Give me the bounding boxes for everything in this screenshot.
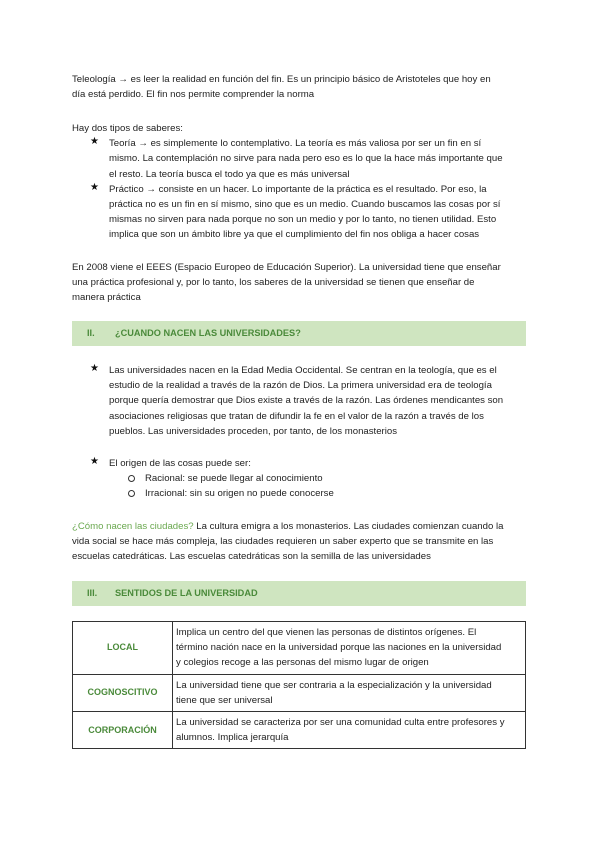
text-line: manera práctica xyxy=(72,292,141,304)
circle-bullet-icon xyxy=(128,490,135,497)
text-line: Implica un centro del que vienen las personas de distintos orígenes. El xyxy=(176,627,477,638)
text-line: porque quería demostrar que Dios existe a través de la razón. Las órdenes mendicantes son xyxy=(109,395,504,407)
bullet-practico xyxy=(72,182,530,243)
text-line: término nación nace en la universidad porque las naciones en la universidad xyxy=(176,642,502,654)
text-line: práctica no es un fin en sí mismo, sino que es un medio. Cuando buscamos las cosas por sí xyxy=(109,199,501,211)
text-line: pueblos. Las universidades proceden, por tanto, de los monasterios xyxy=(109,425,397,437)
text-line: implica que son un ámbito libre ya que el cumplimiento del fin nos obliga a hacer cosas xyxy=(109,229,480,241)
star-bullet-icon: ★ xyxy=(90,136,99,148)
text-line: asociaciones religiosas que tratan de difundir la fe en el valor de la razón a través de los xyxy=(109,410,484,422)
section-title: SENTIDOS DE LA UNIVERSIDAD xyxy=(115,588,258,598)
text-line: Práctico → consiste en un hacer. Lo importante de la práctica es el resultado. Por eso, la xyxy=(109,183,487,195)
table-row xyxy=(73,674,526,711)
section-title: ¿CUANDO NACEN LAS UNIVERSIDADES? xyxy=(115,328,301,338)
table-row xyxy=(73,622,526,675)
sub-item-irracional xyxy=(72,486,530,501)
section-header-sentidos xyxy=(72,581,526,606)
text-line: y colegios recoge a las personas del mismo lugar de origen xyxy=(176,657,429,669)
saberes-section xyxy=(72,121,530,243)
text-line: estudio de la realidad a través de la razón de Dios. La primera universidad era de teología xyxy=(109,380,492,392)
section-header-universidades xyxy=(72,321,526,346)
row-value xyxy=(173,622,526,675)
text-line: La universidad tiene que ser contraria a la especialización y la universidad xyxy=(176,679,492,691)
text-line: Las universidades nacen en la Edad Media Occidental. Se centran en la teología, que es el xyxy=(109,365,497,376)
origen-heading: El origen de las cosas puede ser: xyxy=(109,458,251,469)
saberes-heading: Hay dos tipos de saberes: xyxy=(72,123,183,134)
bullet-origen xyxy=(72,456,530,471)
text-line: tiene que ser universal xyxy=(176,694,273,706)
eees-paragraph xyxy=(72,260,530,306)
text-line: alumnos. Implica jerarquía xyxy=(176,732,289,744)
row-key: COGNOSCITIVO xyxy=(73,674,173,711)
section-number: II. xyxy=(87,328,95,338)
text-line: En 2008 viene el EEES (Espacio Europeo de Educación Superior). La universidad tiene que enseñar xyxy=(72,262,501,273)
ciudades-question: ¿Cómo nacen las ciudades? xyxy=(72,521,194,532)
star-bullet-icon: ★ xyxy=(90,456,99,467)
text-line: Racional: se puede llegar al conocimiento xyxy=(145,473,323,485)
row-key: LOCAL xyxy=(73,622,173,675)
text-line: vida social se hace más compleja, las ciudades requieren un saber experto que se transmite en las xyxy=(72,536,494,548)
section-number: III. xyxy=(87,588,98,598)
text-line: La universidad se caracteriza por ser una comunidad culta entre profesores y xyxy=(176,717,505,729)
sentidos-table xyxy=(72,621,526,749)
star-bullet-icon: ★ xyxy=(90,363,99,374)
row-value xyxy=(173,674,526,711)
nacen-section xyxy=(72,363,530,439)
circle-bullet-icon xyxy=(128,475,135,482)
text-line: Teleología → es leer la realidad en función del fin. Es un principio básico de Aristoteles que hoy en xyxy=(72,74,491,85)
text-line: escuelas catedráticas. Las escuelas catedráticas son la semilla de las universidades xyxy=(72,551,431,563)
text-line: Irracional: sin su origen no puede conocerse xyxy=(145,488,334,500)
teleologia-paragraph xyxy=(72,72,530,102)
text-line: Teoría → es simplemente lo contemplativo. La teoría es más valiosa por ser un fin en sí xyxy=(109,138,482,150)
bullet-edad-media xyxy=(72,363,530,439)
bullet-teoria xyxy=(72,136,530,182)
text-line: una práctica profesional y, por lo tanto, los saberes de la universidad se tienen que enseñar de xyxy=(72,277,475,289)
origen-section xyxy=(72,456,530,502)
sub-item-racional xyxy=(72,471,530,486)
text-line: día está perdido. El fin nos permite comprender la norma xyxy=(72,89,315,101)
text-line: mismo. La contemplación no sirve para nada pero eso es lo que la hace más importante que xyxy=(109,153,503,165)
table-row xyxy=(73,712,526,749)
text-line: mismas no sirven para nada porque no son un medio y por lo tanto, no tienen utilidad. Esto xyxy=(109,214,497,226)
text-line: el resto. La teoría busca el todo ya que es más universal xyxy=(109,168,350,180)
text-line xyxy=(72,519,530,534)
row-key: CORPORACIÓN xyxy=(73,712,173,749)
star-bullet-icon: ★ xyxy=(90,181,99,193)
row-value xyxy=(173,712,526,749)
ciudades-paragraph xyxy=(72,519,530,565)
text-run: La cultura emigra a los monasterios. Las ciudades comienzan cuando la xyxy=(193,521,504,532)
